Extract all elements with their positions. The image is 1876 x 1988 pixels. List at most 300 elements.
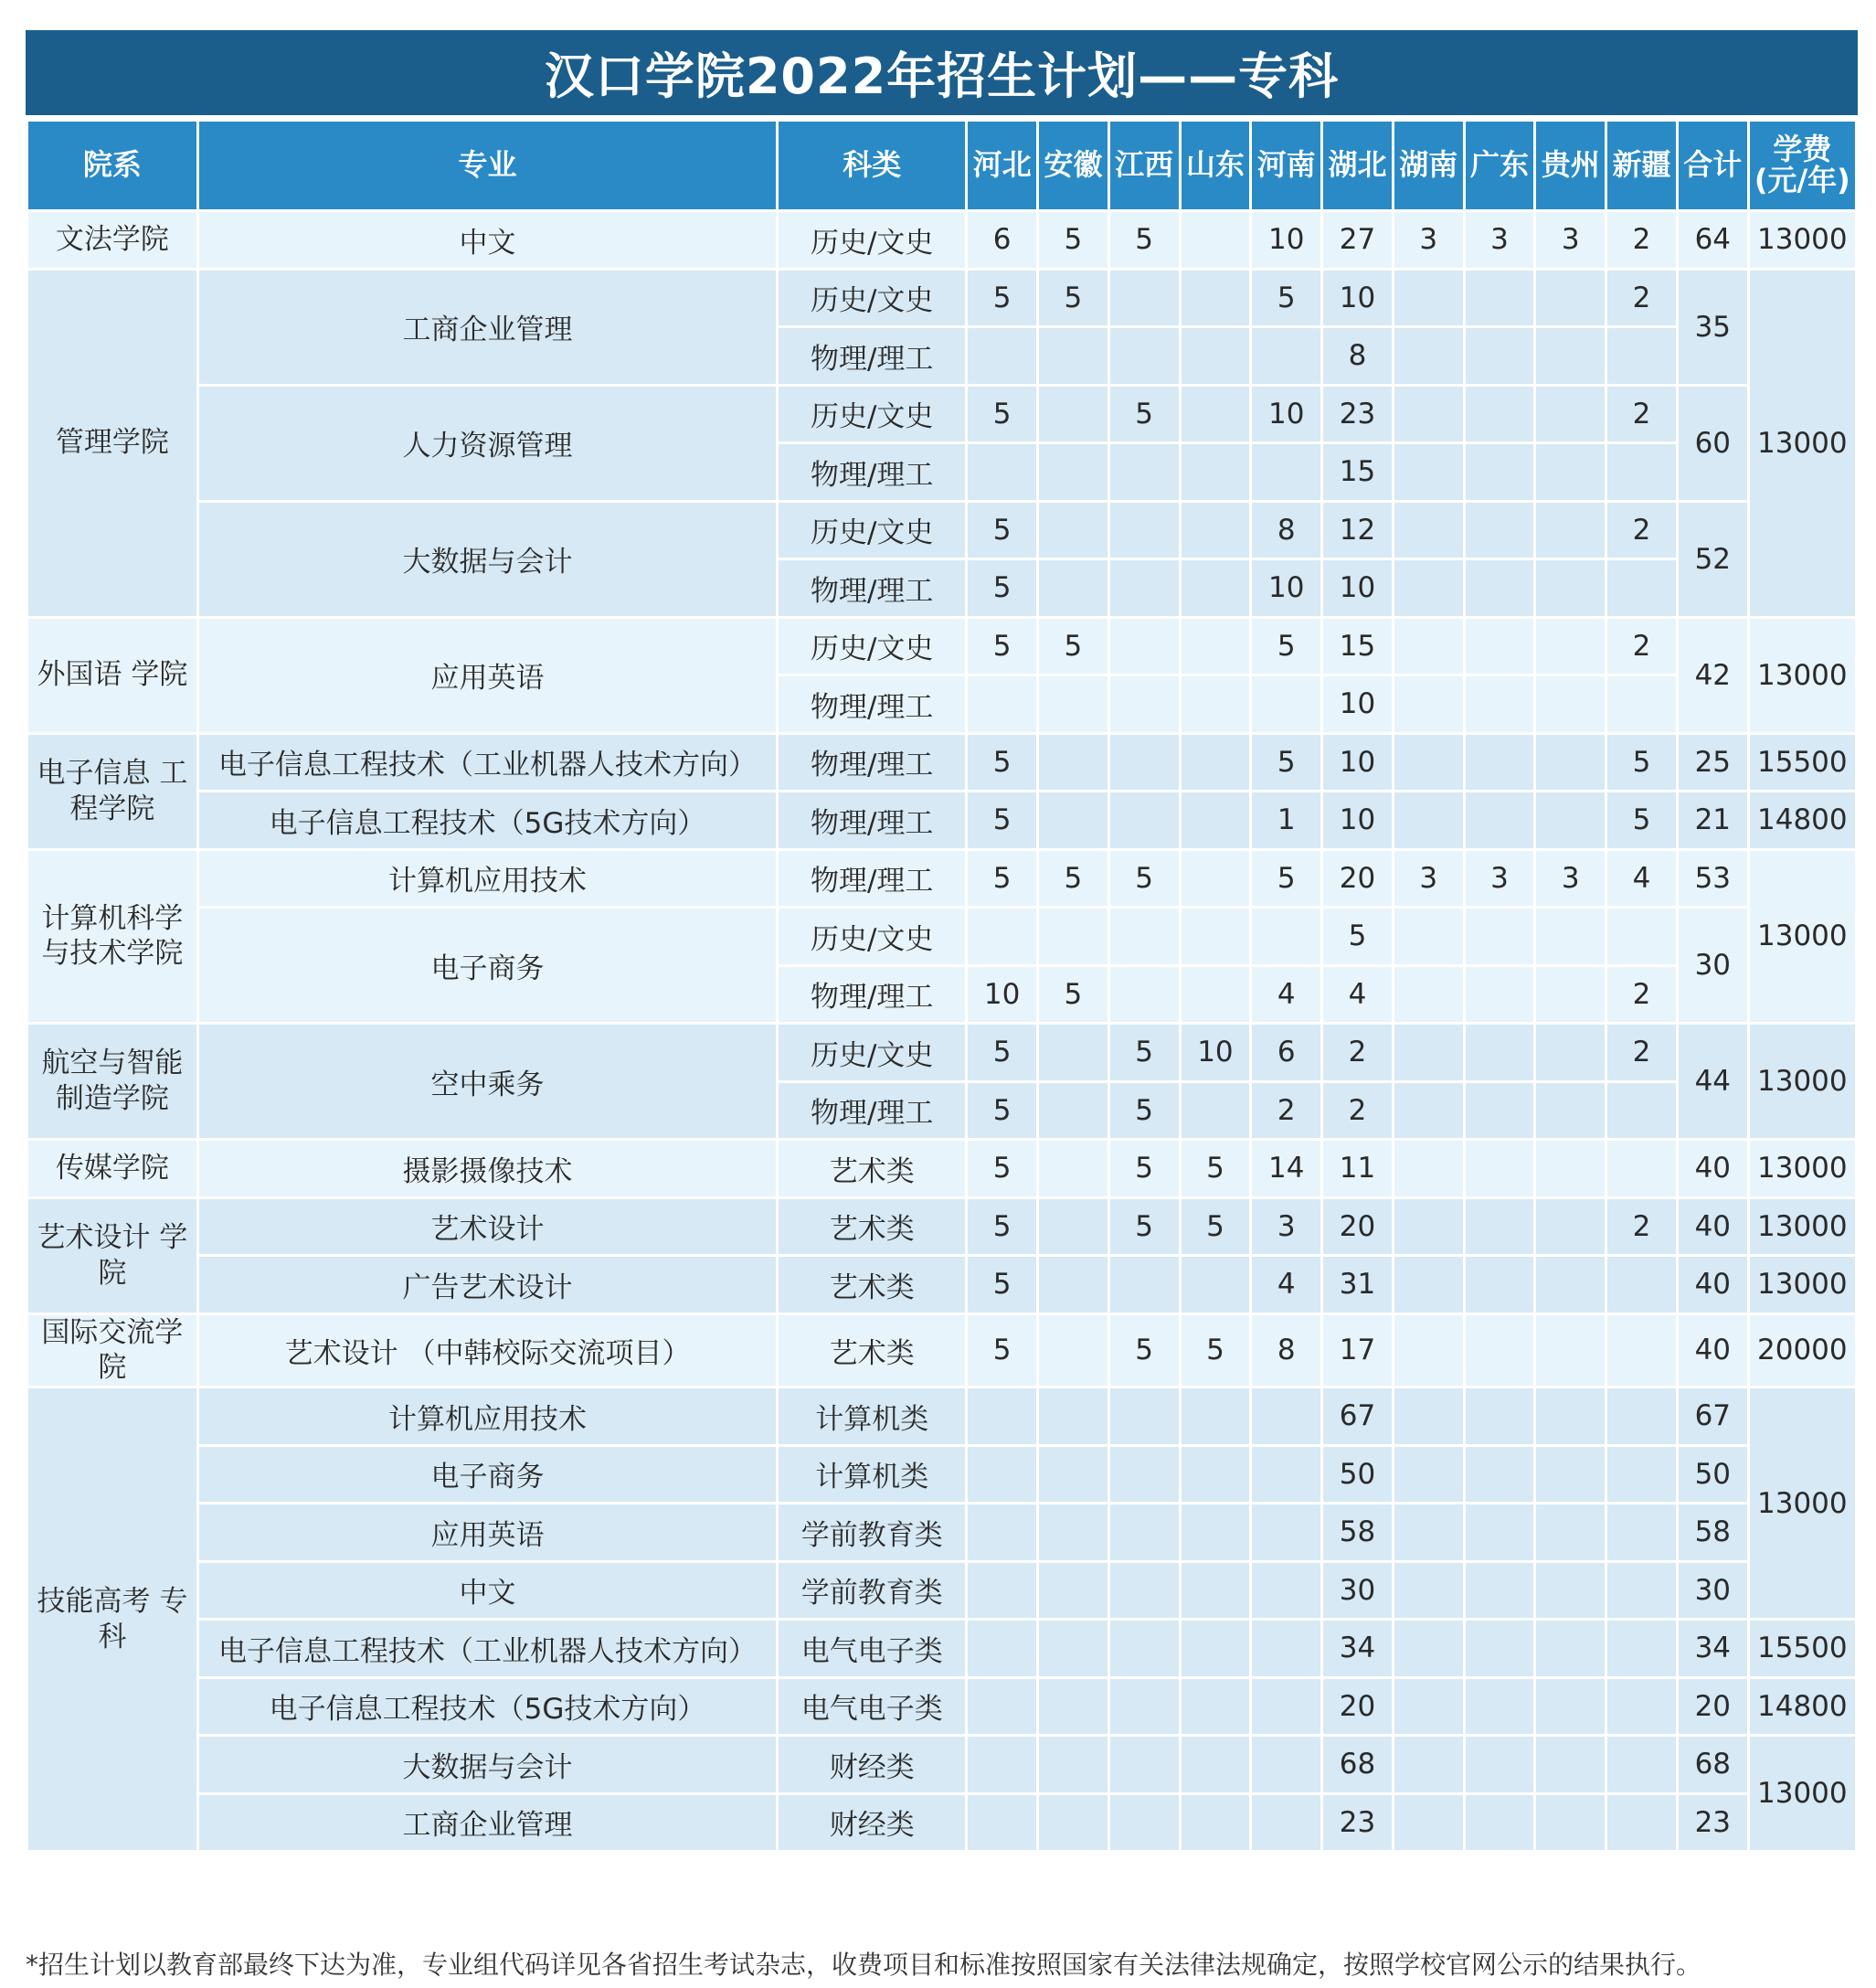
quota-guizhou [1535,327,1606,386]
quota-hubei: 11 [1322,1140,1394,1198]
quota-hunan [1393,1504,1464,1562]
quota-xinjiang [1606,1387,1678,1446]
quota-guangdong [1464,1793,1535,1852]
quota-henan [1251,1561,1322,1620]
quota-hubei: 8 [1322,327,1394,386]
quota-shandong [1180,1256,1251,1314]
table-row [27,617,1857,675]
quota-guizhou: 3 [1535,211,1606,270]
fee-cell: 13000 [1748,269,1856,617]
enrollment-plan-table [26,119,1858,1853]
fee-cell: 13000 [1748,1387,1856,1620]
quota-hunan [1393,1256,1464,1314]
quota-anhui [1038,1140,1109,1198]
table-row [27,1793,1857,1852]
total-cell: 25 [1677,733,1748,792]
quota-hebei: 5 [967,1140,1038,1198]
quota-hebei: 5 [967,501,1038,559]
quota-shandong [1180,1081,1251,1140]
quota-hubei: 2 [1322,1081,1394,1140]
total-cell: 68 [1677,1736,1748,1794]
fee-cell: 13000 [1748,1024,1856,1140]
quota-hebei [967,1445,1038,1504]
quota-henan: 5 [1251,269,1322,327]
major-cell: 大数据与会计 [197,1736,777,1794]
quota-guangdong [1464,733,1535,792]
quota-guizhou [1535,1387,1606,1446]
quota-hubei: 10 [1322,733,1394,792]
quota-hubei: 31 [1322,1256,1394,1314]
quota-anhui [1038,1313,1109,1387]
quota-hubei: 2 [1322,1024,1394,1082]
quota-hunan [1393,1561,1464,1620]
quota-guangdong [1464,617,1535,675]
quota-henan: 8 [1251,501,1322,559]
total-cell: 67 [1677,1387,1748,1446]
quota-hunan [1393,385,1464,443]
category-cell: 物理/理工 [778,443,967,502]
table-row [27,501,1857,559]
quota-anhui [1038,501,1109,559]
major-cell: 摄影摄像技术 [197,1140,777,1198]
quota-anhui: 5 [1038,617,1109,675]
quota-guangdong [1464,385,1535,443]
total-cell: 50 [1677,1445,1748,1504]
fee-cell: 13000 [1748,617,1856,733]
table-row [27,211,1857,270]
quota-shandong [1180,849,1251,908]
quota-shandong [1180,269,1251,327]
header-guangdong: 广东 [1464,121,1535,211]
quota-henan: 1 [1251,792,1322,850]
fee-cell: 14800 [1748,1677,1856,1736]
quota-guangdong [1464,1504,1535,1562]
dept-cell: 外国语 学院 [27,617,198,733]
category-cell: 物理/理工 [778,792,967,850]
quota-hubei: 20 [1322,1677,1394,1736]
quota-shandong [1180,792,1251,850]
quota-hunan [1393,908,1464,966]
quota-guangdong [1464,1677,1535,1736]
quota-guizhou [1535,1024,1606,1082]
fee-cell: 13000 [1748,211,1856,270]
category-cell: 物理/理工 [778,675,967,734]
quota-anhui [1038,792,1109,850]
quota-guizhou [1535,1677,1606,1736]
quota-henan: 14 [1251,1140,1322,1198]
quota-hubei: 17 [1322,1313,1394,1387]
quota-guangdong [1464,1081,1535,1140]
table-row [27,1197,1857,1256]
quota-xinjiang [1606,675,1678,734]
quota-shandong: 10 [1180,1024,1251,1082]
major-cell: 大数据与会计 [197,501,777,617]
quota-hebei: 5 [967,385,1038,443]
quota-jiangxi [1108,792,1180,850]
quota-hunan [1393,675,1464,734]
quota-guizhou [1535,733,1606,792]
quota-hebei [967,443,1038,502]
total-cell: 42 [1677,617,1748,733]
quota-jiangxi: 5 [1108,385,1180,443]
major-cell: 电子信息工程技术（工业机器人技术方向） [197,1620,777,1678]
quota-hubei: 10 [1322,559,1394,618]
quota-guangdong [1464,1561,1535,1620]
quota-guizhou [1535,792,1606,850]
quota-guizhou [1535,908,1606,966]
quota-henan [1251,1387,1322,1446]
fee-cell: 13000 [1748,1256,1856,1314]
quota-jiangxi [1108,1256,1180,1314]
table-row [27,269,1857,327]
quota-guangdong [1464,501,1535,559]
quota-hebei: 5 [967,1024,1038,1082]
dept-cell: 技能高考 专科 [27,1387,198,1852]
table-row [27,1736,1857,1794]
quota-hunan: 3 [1393,849,1464,908]
quota-xinjiang [1606,1677,1678,1736]
quota-hebei: 5 [967,849,1038,908]
quota-xinjiang [1606,1445,1678,1504]
quota-hebei [967,1504,1038,1562]
quota-hubei: 67 [1322,1387,1394,1446]
quota-hubei: 58 [1322,1504,1394,1562]
major-cell: 电子信息工程技术（5G技术方向） [197,1677,777,1736]
dept-cell: 航空与智能 制造学院 [27,1024,198,1140]
major-cell: 应用英语 [197,617,777,733]
quota-guangdong [1464,559,1535,618]
quota-henan: 5 [1251,849,1322,908]
category-cell: 财经类 [778,1736,967,1794]
quota-henan: 10 [1251,559,1322,618]
quota-anhui: 5 [1038,269,1109,327]
quota-shandong: 5 [1180,1313,1251,1387]
quota-hebei: 5 [967,1256,1038,1314]
dept-cell: 文法学院 [27,211,198,270]
quota-jiangxi [1108,443,1180,502]
quota-shandong [1180,327,1251,386]
quota-hunan [1393,1793,1464,1852]
table-row [27,1387,1857,1446]
quota-anhui [1038,1793,1109,1852]
quota-guizhou [1535,1197,1606,1256]
header-guizhou: 贵州 [1535,121,1606,211]
quota-xinjiang: 5 [1606,733,1678,792]
header-fee: 学费 (元/年) [1748,121,1856,211]
quota-shandong [1180,965,1251,1024]
quota-jiangxi [1108,733,1180,792]
quota-guizhou [1535,1445,1606,1504]
quota-anhui [1038,385,1109,443]
category-cell: 历史/文史 [778,269,967,327]
quota-hebei [967,908,1038,966]
quota-henan [1251,443,1322,502]
quota-xinjiang [1606,327,1678,386]
quota-henan [1251,1445,1322,1504]
header-hunan: 湖南 [1393,121,1464,211]
quota-jiangxi [1108,965,1180,1024]
table-row [27,1561,1857,1620]
quota-hunan [1393,443,1464,502]
quota-hunan [1393,733,1464,792]
quota-guizhou [1535,1561,1606,1620]
quota-anhui [1038,1677,1109,1736]
quota-shandong [1180,1677,1251,1736]
total-cell: 30 [1677,908,1748,1024]
table-row [27,792,1857,850]
quota-guizhou [1535,443,1606,502]
header-major: 专业 [197,121,777,211]
quota-hunan [1393,792,1464,850]
dept-cell: 管理学院 [27,269,198,617]
quota-hebei [967,1677,1038,1736]
quota-guangdong [1464,1140,1535,1198]
major-cell: 应用英语 [197,1504,777,1562]
quota-hunan [1393,327,1464,386]
quota-jiangxi [1108,1504,1180,1562]
quota-hunan [1393,1736,1464,1794]
quota-henan [1251,1677,1322,1736]
quota-xinjiang: 4 [1606,849,1678,908]
quota-jiangxi [1108,1620,1180,1678]
quota-hubei: 27 [1322,211,1394,270]
quota-guangdong [1464,1197,1535,1256]
quota-jiangxi [1108,1793,1180,1852]
quota-guizhou: 3 [1535,849,1606,908]
quota-hunan [1393,559,1464,618]
quota-jiangxi [1108,1561,1180,1620]
quota-anhui [1038,327,1109,386]
quota-anhui [1038,675,1109,734]
quota-henan: 3 [1251,1197,1322,1256]
table-row [27,908,1857,966]
quota-henan [1251,1504,1322,1562]
total-cell: 40 [1677,1140,1748,1198]
quota-hubei: 12 [1322,501,1394,559]
major-cell: 工商企业管理 [197,269,777,385]
quota-jiangxi: 5 [1108,1024,1180,1082]
quota-hubei: 20 [1322,1197,1394,1256]
table-row [27,1140,1857,1198]
quota-hebei: 6 [967,211,1038,270]
quota-xinjiang [1606,1504,1678,1562]
quota-hubei: 30 [1322,1561,1394,1620]
quota-xinjiang [1606,1256,1678,1314]
category-cell: 财经类 [778,1793,967,1852]
quota-jiangxi: 5 [1108,1140,1180,1198]
category-cell: 计算机类 [778,1387,967,1446]
quota-guizhou [1535,1313,1606,1387]
quota-anhui: 5 [1038,211,1109,270]
major-cell: 空中乘务 [197,1024,777,1140]
quota-shandong [1180,1387,1251,1446]
category-cell: 历史/文史 [778,1024,967,1082]
quota-shandong [1180,385,1251,443]
category-cell: 计算机类 [778,1445,967,1504]
quota-hebei [967,327,1038,386]
quota-anhui [1038,908,1109,966]
major-cell: 中文 [197,211,777,270]
category-cell: 物理/理工 [778,327,967,386]
major-cell: 艺术设计 [197,1197,777,1256]
header-jiangxi: 江西 [1108,121,1180,211]
quota-anhui [1038,733,1109,792]
category-cell: 历史/文史 [778,211,967,270]
quota-hunan [1393,501,1464,559]
quota-xinjiang: 2 [1606,269,1678,327]
category-cell: 艺术类 [778,1197,967,1256]
quota-hunan [1393,1677,1464,1736]
total-cell: 52 [1677,501,1748,617]
table-header-row [27,121,1857,211]
quota-hubei: 10 [1322,792,1394,850]
quota-henan: 4 [1251,965,1322,1024]
total-cell: 40 [1677,1313,1748,1387]
quota-anhui [1038,1387,1109,1446]
quota-hunan [1393,1387,1464,1446]
category-cell: 历史/文史 [778,908,967,966]
quota-xinjiang [1606,559,1678,618]
major-cell: 电子信息工程技术（工业机器人技术方向） [197,733,777,792]
category-cell: 艺术类 [778,1140,967,1198]
quota-anhui [1038,1620,1109,1678]
quota-jiangxi: 5 [1108,1313,1180,1387]
quota-guizhou [1535,617,1606,675]
category-cell: 艺术类 [778,1313,967,1387]
table-row [27,1504,1857,1562]
quota-xinjiang: 2 [1606,1024,1678,1082]
category-cell: 物理/理工 [778,965,967,1024]
quota-guizhou [1535,1736,1606,1794]
quota-anhui [1038,1561,1109,1620]
quota-xinjiang [1606,1736,1678,1794]
quota-hebei: 5 [967,617,1038,675]
header-hebei: 河北 [967,121,1038,211]
quota-hebei: 5 [967,559,1038,618]
quota-hebei [967,1620,1038,1678]
table-row [27,1313,1857,1387]
table-row [27,1445,1857,1504]
quota-guizhou [1535,1504,1606,1562]
quota-hebei: 5 [967,792,1038,850]
table-row [27,1024,1857,1082]
quota-guizhou [1535,385,1606,443]
quota-shandong [1180,617,1251,675]
table-row [27,385,1857,443]
header-xinjiang: 新疆 [1606,121,1678,211]
quota-henan [1251,908,1322,966]
quota-hubei: 15 [1322,443,1394,502]
quota-hunan [1393,1620,1464,1678]
quota-hubei: 23 [1322,385,1394,443]
quota-guangdong [1464,792,1535,850]
quota-hebei: 5 [967,1081,1038,1140]
quota-guangdong [1464,675,1535,734]
quota-henan: 10 [1251,211,1322,270]
category-cell: 电气电子类 [778,1620,967,1678]
major-cell: 人力资源管理 [197,385,777,501]
quota-hunan [1393,1313,1464,1387]
quota-henan [1251,1736,1322,1794]
quota-guangdong [1464,1313,1535,1387]
major-cell: 广告艺术设计 [197,1256,777,1314]
table-row [27,1620,1857,1678]
quota-jiangxi [1108,617,1180,675]
category-cell: 艺术类 [778,1256,967,1314]
quota-guangdong [1464,269,1535,327]
header-shandong: 山东 [1180,121,1251,211]
table-row [27,849,1857,908]
quota-jiangxi: 5 [1108,1197,1180,1256]
quota-hebei: 5 [967,269,1038,327]
category-cell: 物理/理工 [778,559,967,618]
major-cell: 中文 [197,1561,777,1620]
quota-hebei [967,1736,1038,1794]
total-cell: 40 [1677,1197,1748,1256]
major-cell: 电子商务 [197,1445,777,1504]
quota-xinjiang [1606,1620,1678,1678]
quota-guizhou [1535,559,1606,618]
quota-xinjiang: 2 [1606,501,1678,559]
footnote: *招生计划以教育部最终下达为准，专业组代码详见各省招生考试杂志，收费项目和标准按照国家有关法律法规确定，按照学校官网公示的结果执行。 [26,1950,1702,1980]
quota-hunan [1393,1197,1464,1256]
quota-hubei: 20 [1322,849,1394,908]
quota-hebei [967,675,1038,734]
major-cell: 工商企业管理 [197,1793,777,1852]
quota-guizhou [1535,1793,1606,1852]
total-cell: 20 [1677,1677,1748,1736]
major-cell: 计算机应用技术 [197,1387,777,1446]
quota-anhui [1038,1504,1109,1562]
category-cell: 学前教育类 [778,1504,967,1562]
quota-jiangxi [1108,1445,1180,1504]
total-cell: 60 [1677,385,1748,501]
total-cell: 53 [1677,849,1748,908]
quota-henan: 6 [1251,1024,1322,1082]
dept-cell: 电子信息 工程学院 [27,733,198,849]
quota-xinjiang [1606,908,1678,966]
header-total: 合计 [1677,121,1748,211]
total-cell: 44 [1677,1024,1748,1140]
total-cell: 34 [1677,1620,1748,1678]
quota-shandong [1180,559,1251,618]
total-cell: 21 [1677,792,1748,850]
quota-jiangxi [1108,1736,1180,1794]
quota-hebei: 5 [967,733,1038,792]
quota-jiangxi [1108,269,1180,327]
quota-shandong [1180,443,1251,502]
quota-shandong [1180,1504,1251,1562]
quota-anhui [1038,443,1109,502]
category-cell: 物理/理工 [778,849,967,908]
quota-anhui [1038,1445,1109,1504]
quota-hubei: 4 [1322,965,1394,1024]
major-cell: 艺术设计 （中韩校际交流项目） [197,1313,777,1387]
quota-hebei [967,1387,1038,1446]
category-cell: 电气电子类 [778,1677,967,1736]
quota-henan: 5 [1251,617,1322,675]
quota-shandong: 5 [1180,1140,1251,1198]
quota-xinjiang [1606,1313,1678,1387]
quota-xinjiang: 2 [1606,1197,1678,1256]
quota-shandong [1180,908,1251,966]
header-dept: 院系 [27,121,198,211]
fee-cell: 13000 [1748,1140,1856,1198]
quota-henan: 8 [1251,1313,1322,1387]
quota-hubei: 10 [1322,675,1394,734]
quota-shandong [1180,675,1251,734]
quota-xinjiang [1606,443,1678,502]
